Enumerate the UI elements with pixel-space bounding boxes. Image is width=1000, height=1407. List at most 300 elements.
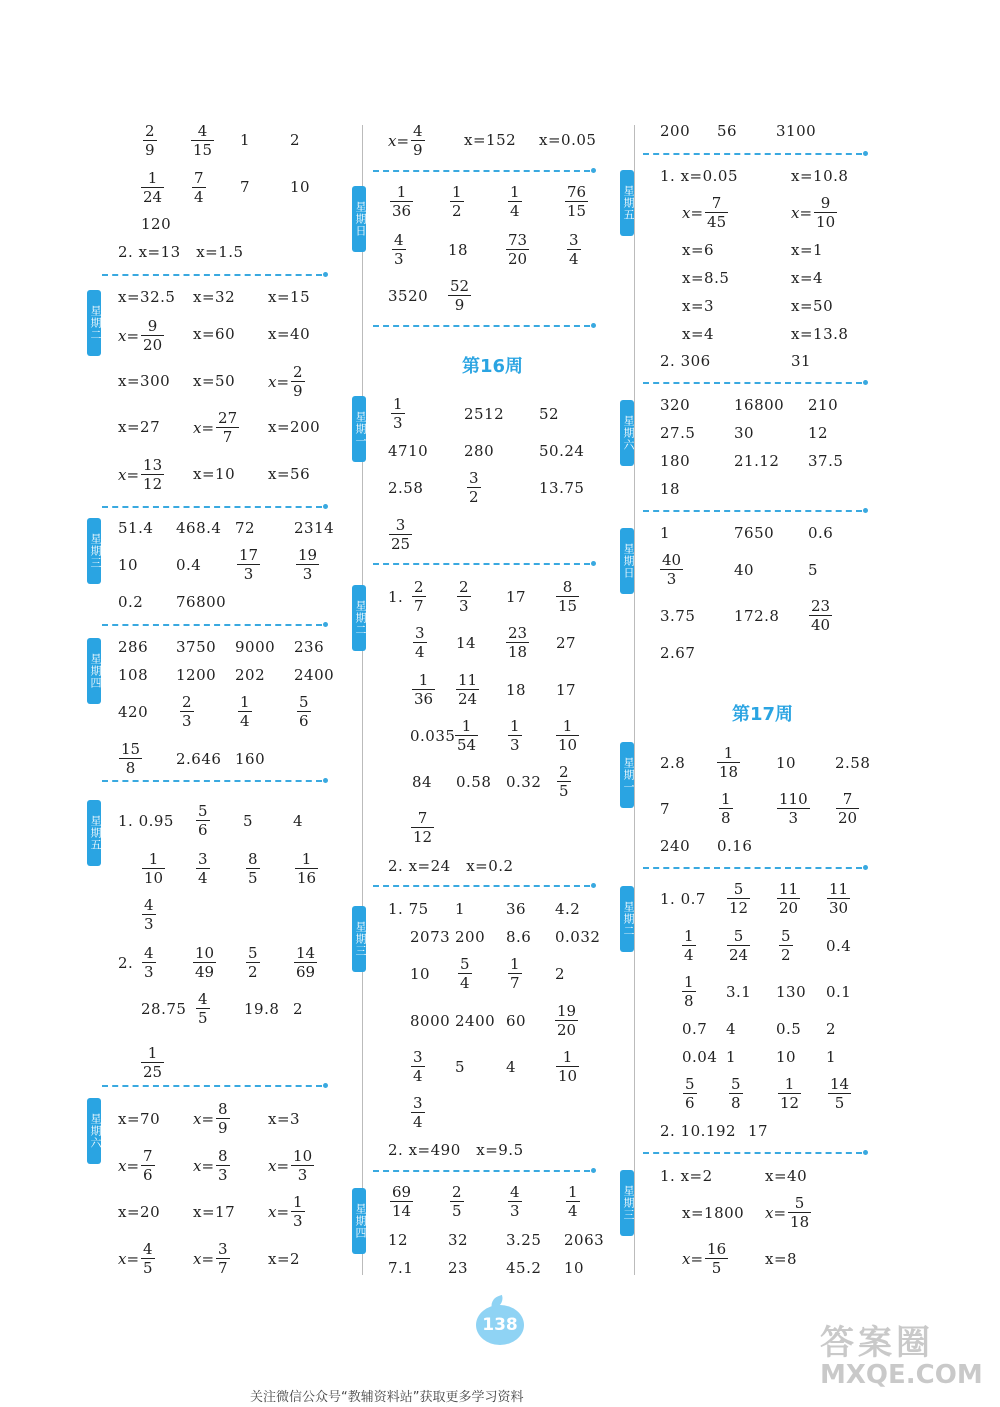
answer-text: x=32 — [193, 288, 236, 306]
denominator: 4 — [460, 974, 470, 992]
answer-text: 16800 — [734, 396, 785, 414]
answer-text: 5 — [455, 1058, 466, 1076]
numerator: 3 — [415, 624, 425, 642]
numerator: 7 — [842, 790, 853, 808]
fraction — [142, 945, 156, 980]
numerator: 3 — [569, 231, 579, 249]
answer-text: 76800 — [176, 593, 227, 611]
x-equals: x= — [193, 1249, 215, 1268]
answer-text: 0.6 — [808, 524, 834, 542]
answer-text: 18 — [506, 681, 527, 699]
numerator: 5 — [685, 1075, 695, 1093]
numerator: 1 — [418, 671, 429, 689]
answer-text: 60 — [506, 1012, 527, 1030]
fraction — [456, 672, 479, 707]
numerator: 9 — [820, 194, 831, 212]
divider-dot — [323, 504, 328, 509]
answer-text: 3100 — [776, 122, 817, 140]
fraction — [216, 410, 239, 445]
fraction — [777, 881, 800, 916]
weekday-tag: 星期三 — [620, 1170, 634, 1236]
numerator: 10 — [195, 944, 215, 962]
divider-dot — [591, 168, 596, 173]
answer-text: 4.2 — [555, 900, 581, 918]
x-equals: x= — [765, 1203, 787, 1222]
denominator: 3 — [510, 736, 520, 754]
fraction — [827, 881, 850, 916]
fraction — [779, 928, 793, 963]
divider-dot — [863, 508, 868, 513]
section-divider — [373, 325, 590, 327]
numerator: 1 — [452, 183, 462, 201]
denominator: 4 — [510, 202, 520, 220]
numerator: 1 — [393, 395, 403, 413]
x-equals-fraction — [193, 1241, 230, 1276]
denominator: 4 — [415, 643, 425, 661]
weekday-tag: 星期一 — [620, 742, 634, 808]
answer-text: x=0.05 — [539, 131, 597, 149]
answer-text: x=8.5 — [682, 269, 730, 287]
fraction — [729, 1076, 743, 1111]
fraction — [508, 184, 522, 219]
numerator: 1 — [510, 717, 520, 735]
watermark-top: 答案圈 — [820, 1323, 934, 1363]
fraction — [294, 945, 317, 980]
denominator: 20 — [838, 809, 858, 827]
answer-text: 3520 — [388, 287, 429, 305]
fraction — [683, 1076, 697, 1111]
x-equals: x= — [268, 372, 290, 391]
x-equals: x= — [268, 1202, 290, 1221]
fraction — [556, 718, 579, 753]
answer-text: x=300 — [118, 372, 171, 390]
numerator: 40 — [662, 551, 682, 569]
fraction — [828, 1076, 851, 1111]
answer-text: x=20 — [118, 1203, 161, 1221]
denominator: 5 — [834, 1094, 845, 1112]
week-heading: 第16周 — [462, 356, 524, 377]
fraction — [193, 945, 216, 980]
denominator: 6 — [143, 1166, 153, 1184]
denominator: 54 — [457, 736, 477, 754]
answer-text: 4710 — [388, 442, 429, 460]
denominator: 20 — [508, 250, 528, 268]
numerator: 1 — [301, 850, 312, 868]
divider-dot — [591, 883, 596, 888]
fraction — [556, 1049, 579, 1084]
answer-text: 1200 — [176, 666, 217, 684]
denominator: 3 — [144, 963, 154, 981]
divider-dot — [863, 151, 868, 156]
x-equals-fraction — [118, 457, 164, 492]
fraction — [390, 184, 413, 219]
answer-text: 52 — [539, 405, 560, 423]
answer-text: x=152 — [464, 131, 517, 149]
fraction — [391, 396, 405, 431]
answer-text: 10 — [564, 1259, 585, 1277]
numerator: 11 — [458, 671, 478, 689]
fraction — [458, 956, 472, 991]
fraction — [216, 1241, 230, 1276]
weekday-tag: 星期二 — [352, 585, 366, 651]
answer-text: 30 — [734, 424, 755, 442]
answer-text: 5 — [243, 812, 254, 830]
fraction — [192, 170, 206, 205]
denominator: 2 — [781, 946, 791, 964]
fraction — [412, 579, 426, 614]
numerator: 52 — [450, 277, 470, 295]
x-equals-fraction — [118, 1241, 155, 1276]
answer-text: x=4 — [791, 269, 824, 287]
fraction — [457, 579, 471, 614]
denominator: 20 — [779, 899, 799, 917]
section-divider — [102, 1085, 322, 1087]
fraction — [141, 1045, 164, 1080]
denominator: 10 — [558, 736, 578, 754]
numerator: 1 — [240, 693, 250, 711]
answer-text: x=3 — [682, 297, 715, 315]
answer-text: x=60 — [193, 325, 236, 343]
section-divider — [373, 563, 590, 565]
answer-text: 84 — [412, 773, 433, 791]
answer-text: 3.1 — [726, 983, 752, 1001]
answer-text: 2.8 — [660, 754, 686, 772]
fraction — [778, 1076, 801, 1111]
denominator: 24 — [458, 690, 478, 708]
answer-text: 19.8 — [244, 1000, 280, 1018]
weekday-tag: 星期一 — [352, 396, 366, 462]
x-equals-fraction — [118, 318, 164, 353]
answer-text: x=70 — [118, 1110, 161, 1128]
denominator: 20 — [557, 1021, 577, 1039]
answer-text: 1. 75 — [388, 900, 429, 918]
answer-text: x=200 — [268, 418, 321, 436]
x-equals-fraction — [268, 1148, 314, 1183]
numerator: 5 — [733, 927, 744, 945]
numerator: 7 — [711, 194, 722, 212]
denominator: 18 — [790, 1213, 810, 1231]
fraction — [450, 1184, 464, 1219]
denominator: 5 — [711, 1259, 722, 1277]
denominator: 8 — [721, 809, 731, 827]
x-equals-fraction — [765, 1195, 811, 1230]
fraction — [566, 1184, 580, 1219]
denominator: 12 — [413, 828, 433, 846]
answer-text: 1 — [660, 524, 671, 542]
fraction — [506, 232, 529, 267]
answer-text: x=13.8 — [791, 325, 849, 343]
denominator: 5 — [559, 782, 569, 800]
numerator: 7 — [194, 169, 204, 187]
divider-dot — [863, 380, 868, 385]
denominator: 4 — [198, 869, 208, 887]
numerator: 23 — [508, 624, 528, 642]
answer-text: 4 — [726, 1020, 737, 1038]
answer-text: 3.25 — [506, 1231, 542, 1249]
fraction — [291, 1194, 305, 1229]
x-equals: x= — [193, 1156, 215, 1175]
fraction — [142, 851, 165, 886]
answer-text: 0.035 — [410, 727, 456, 745]
numerator: 76 — [567, 183, 587, 201]
answer-text: x=10 — [193, 465, 236, 483]
numerator: 1 — [568, 1183, 578, 1201]
watermark — [820, 1315, 983, 1390]
answer-text: 10 — [118, 556, 139, 574]
numerator: 5 — [248, 944, 258, 962]
x-equals-fraction — [388, 123, 425, 158]
denominator: 15 — [567, 202, 587, 220]
numerator: 8 — [218, 1100, 228, 1118]
denominator: 3 — [144, 915, 154, 933]
answer-text: 7 — [240, 178, 251, 196]
answer-text: 2 — [290, 131, 301, 149]
x-equals-fraction — [193, 410, 239, 445]
answer-text: x=40 — [268, 325, 311, 343]
numerator: 1 — [684, 927, 694, 945]
denominator: 7 — [222, 428, 233, 446]
answer-text: 320 — [660, 396, 691, 414]
fraction — [237, 547, 260, 582]
denominator: 4 — [240, 712, 250, 730]
numerator: 11 — [779, 880, 799, 898]
page-number: 138 — [476, 1305, 524, 1345]
denominator: 3 — [459, 597, 469, 615]
answer-text: 1. — [388, 588, 404, 606]
denominator: 3 — [510, 1202, 520, 1220]
denominator: 3 — [243, 565, 254, 583]
answer-text: x=1 — [791, 241, 824, 259]
numerator: 4 — [143, 1240, 153, 1258]
denominator: 3 — [182, 712, 192, 730]
denominator: 15 — [193, 141, 213, 159]
answer-text: 27.5 — [660, 424, 696, 442]
x-equals: x= — [388, 131, 410, 150]
answer-text: 17 — [748, 1122, 769, 1140]
numerator: 1 — [784, 1075, 795, 1093]
weekday-tag: 星期五 — [87, 800, 101, 866]
fraction — [411, 810, 434, 845]
section-divider — [643, 867, 862, 869]
denominator: 4 — [413, 1067, 423, 1085]
numerator: 8 — [218, 1147, 228, 1165]
answer-text: x=56 — [268, 465, 311, 483]
denominator: 3 — [293, 1212, 303, 1230]
fraction — [448, 278, 471, 313]
divider-dot — [323, 778, 328, 783]
fraction — [141, 457, 164, 492]
denominator: 3 — [297, 1166, 308, 1184]
answer-text: 130 — [776, 983, 807, 1001]
x-equals: x= — [118, 465, 140, 484]
numerator: 19 — [298, 546, 318, 564]
answer-text: 8.6 — [506, 928, 532, 946]
denominator: 3 — [394, 250, 404, 268]
answer-text: 4 — [293, 812, 304, 830]
numerator: 4 — [197, 122, 208, 140]
answer-text: 2 — [555, 965, 566, 983]
numerator: 5 — [794, 1194, 805, 1212]
weekday-tag: 星期六 — [620, 400, 634, 466]
answer-text: 468.4 — [176, 519, 222, 537]
denominator: 12 — [780, 1094, 800, 1112]
divider-dot — [591, 323, 596, 328]
numerator: 1 — [147, 1044, 158, 1062]
column-divider — [634, 125, 635, 1275]
answer-text: 7650 — [734, 524, 775, 542]
denominator: 9 — [218, 1119, 228, 1137]
denominator: 40 — [811, 616, 831, 634]
fraction — [216, 1148, 230, 1183]
numerator: 5 — [733, 880, 744, 898]
answer-text: 72 — [235, 519, 256, 537]
answer-text: 32 — [448, 1231, 469, 1249]
x-equals: x= — [682, 1249, 704, 1268]
x-equals-fraction — [268, 364, 305, 399]
answer-text: 9000 — [235, 638, 276, 656]
answer-text: 2. x=13 x=1.5 — [118, 243, 244, 261]
numerator: 1 — [510, 183, 520, 201]
answer-text: 2063 — [564, 1231, 605, 1249]
answer-text: 200 — [660, 122, 691, 140]
x-equals: x= — [682, 203, 704, 222]
answer-text: 10 — [776, 1048, 797, 1066]
answer-text: 202 — [235, 666, 266, 684]
fraction — [719, 791, 733, 826]
answer-text: 2 — [826, 1020, 837, 1038]
fraction — [506, 625, 529, 660]
denominator: 4 — [684, 946, 694, 964]
answer-text: 120 — [141, 215, 172, 233]
answer-text: 2 — [293, 1000, 304, 1018]
fraction — [196, 803, 210, 838]
answer-text: 0.032 — [555, 928, 601, 946]
x-equals: x= — [193, 1109, 215, 1128]
answer-text: 10 — [410, 965, 431, 983]
denominator: 3 — [218, 1166, 228, 1184]
answer-text: 2400 — [294, 666, 335, 684]
numerator: 4 — [144, 896, 154, 914]
numerator: 5 — [299, 693, 309, 711]
numerator: 1 — [147, 169, 158, 187]
numerator: 14 — [830, 1075, 850, 1093]
numerator: 23 — [811, 597, 831, 615]
denominator: 3 — [788, 809, 799, 827]
weekday-tag: 星期日 — [352, 186, 366, 252]
fraction — [508, 718, 522, 753]
answer-text: x=4 — [682, 325, 715, 343]
numerator: 7 — [417, 809, 428, 827]
denominator: 6 — [198, 821, 208, 839]
numerator: 19 — [557, 1002, 577, 1020]
answer-text: 420 — [118, 703, 149, 721]
fraction — [296, 547, 319, 582]
fraction — [119, 741, 142, 776]
answer-text: 180 — [660, 452, 691, 470]
fraction — [777, 791, 810, 826]
divider-dot — [863, 865, 868, 870]
answer-text: 7.1 — [388, 1259, 414, 1277]
fraction — [565, 184, 588, 219]
answer-text: x=15 — [268, 288, 311, 306]
numerator: 73 — [508, 231, 528, 249]
section-divider — [643, 382, 862, 384]
answer-text: 18 — [448, 241, 469, 259]
answer-text: 17 — [506, 588, 527, 606]
fraction — [295, 851, 318, 886]
fraction — [836, 791, 859, 826]
answer-text: 1. x=0.05 — [660, 167, 739, 185]
numerator: 14 — [296, 944, 316, 962]
denominator: 5 — [452, 1202, 462, 1220]
numerator: 1 — [293, 1193, 303, 1211]
answer-text: 0.4 — [826, 937, 852, 955]
denominator: 69 — [296, 963, 316, 981]
answer-text: 2.646 — [176, 750, 222, 768]
answer-text: 36 — [506, 900, 527, 918]
x-equals: x= — [118, 326, 140, 345]
answer-text: 2. 10.192 — [660, 1122, 737, 1140]
denominator: 45 — [707, 213, 727, 231]
numerator: 69 — [392, 1183, 412, 1201]
numerator: 10 — [293, 1147, 313, 1165]
answer-text: 51.4 — [118, 519, 154, 537]
section-divider — [102, 274, 322, 276]
answer-text: 2314 — [294, 519, 335, 537]
fraction — [291, 1148, 314, 1183]
answer-text: 1 — [826, 1048, 837, 1066]
fraction — [567, 232, 581, 267]
x-equals-fraction — [118, 1148, 155, 1183]
fraction — [467, 470, 481, 505]
divider-dot — [323, 272, 328, 277]
answer-text: 10 — [776, 754, 797, 772]
column-divider — [362, 125, 363, 1275]
answer-text: 14 — [456, 634, 477, 652]
numerator: 5 — [198, 802, 208, 820]
numerator: 5 — [781, 927, 791, 945]
numerator: 3 — [413, 1094, 423, 1112]
fraction — [727, 928, 750, 963]
section-divider — [102, 506, 322, 508]
answer-text: 17 — [556, 681, 577, 699]
answer-text: 0.2 — [118, 593, 144, 611]
x-equals: x= — [118, 1249, 140, 1268]
fraction — [196, 991, 210, 1026]
answer-text: 1. 0.95 — [118, 812, 174, 830]
denominator: 15 — [558, 597, 578, 615]
divider-dot — [591, 561, 596, 566]
numerator: 3 — [198, 850, 208, 868]
fraction — [180, 694, 194, 729]
answer-text: 23 — [448, 1259, 469, 1277]
fraction — [389, 517, 412, 552]
numerator: 8 — [562, 578, 573, 596]
numerator: 4 — [198, 990, 208, 1008]
numerator: 2 — [293, 363, 303, 381]
denominator: 2 — [452, 202, 462, 220]
denominator: 6 — [685, 1094, 695, 1112]
answer-text: 1 — [240, 131, 251, 149]
answer-text: 0.5 — [776, 1020, 802, 1038]
section-divider — [373, 885, 590, 887]
denominator: 36 — [414, 690, 434, 708]
answer-text: 18 — [660, 480, 681, 498]
numerator: 2 — [145, 122, 155, 140]
fraction — [508, 956, 522, 991]
denominator: 16 — [297, 869, 317, 887]
section-divider — [373, 1170, 590, 1172]
